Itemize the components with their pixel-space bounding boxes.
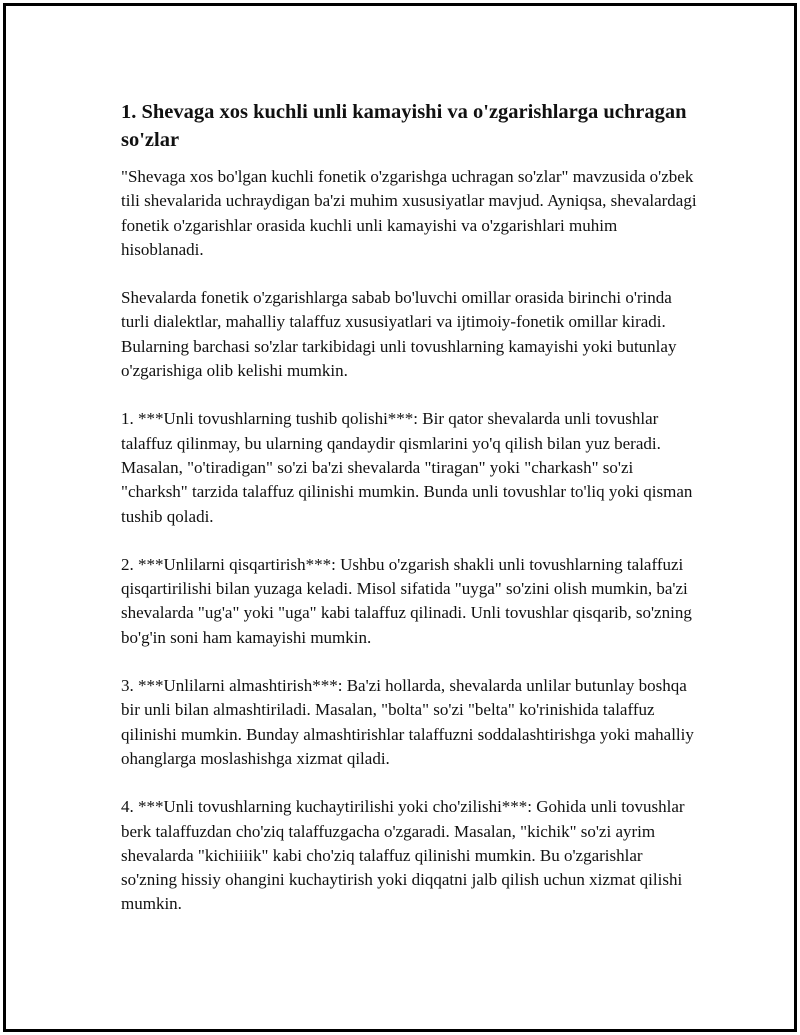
causes-paragraph: Shevalarda fonetik o'zgarishlarga sabab bo'luvchi omillar orasida birinchi o'rinda turli dialektlar, mahalliy talaffuz xususiyatlari va ijtimoiy-fonetik omillar kiradi. Bularning barchasi so'zlar tarkibidagi unli tovushlarning kamayishi yoki butunlay o'zgarishiga olib kelishi mumkin. <box>121 288 677 381</box>
point-3-paragraph: 3. ***Unlilarni almashtirish***: Ba'zi hollarda, shevalarda unlilar butunlay boshqa bir unli bilan almashtiriladi. Masalan, "bolta" so'zi "belta" ko'rinishida talaffuz qilinishi mumkin. Bunday almashtirishlar talaffuzni soddalashtirishga yoki mahalliy ohanglarga moslashishga xizmat qiladi. <box>121 676 694 768</box>
document-body <box>121 98 701 941</box>
intro-paragraph: "Shevaga xos bo'lgan kuchli fonetik o'zgarishga uchragan so'zlar" mavzusida o'zbek tili shevalarida uchraydigan ba'zi muhim xususiyatlar mavjud. Ayniqsa, shevalardagi fonetik o'zgarishlar orasida kuchli unli kamayishi va o'zgarishlari muhim hisoblanadi. <box>121 167 697 259</box>
point-2-paragraph: 2. ***Unlilarni qisqartirish***: Ushbu o'zgarish shakli unli tovushlarning talaffuzi qisqartirilishi bilan yuzaga keladi. Misol sifatida "uyga" so'zini olish mumkin, ba'zi shevalarda "ug'a" yoki "uga" kabi talaffuz qilinadi. Unli tovushlar qisqarib, so'zning bo'g'in soni ham kamayishi mumkin. <box>121 554 692 647</box>
point-1-paragraph: 1. ***Unli tovushlarning tushib qolishi***: Bir qator shevalarda unli tovushlar talaffuz qilinmay, bu ularning qandaydir qismlarini yo'q qilish bilan yuz beradi. Masalan, "o'tiradigan" so'zi ba'zi shevalarda "tiragan" yoki "charkash" so'zi "charksh" tarzida talaffuz qilinishi mumkin. Bunda unli tovushlar to'liq yoki qisman tushib qoladi. <box>121 409 693 526</box>
page-border <box>3 3 797 1032</box>
point-4-paragraph: 4. ***Unli tovushlarning kuchaytirilishi yoki cho'zilishi***: Gohida unli tovushlar berk talaffuzdan cho'ziq talaffuzgacha o'zgaradi. Masalan, "kichik" so'zi ayrim shevalarda "kichiiiik" kabi cho'ziq talaffuz qilinishi mumkin. Bu o'zgarishlar so'zning hissiy ohangini kuchaytirish yoki diqqatni jalb qilish uchun xizmat qilishi mumkin. <box>121 797 685 914</box>
document-title: 1. Shevaga xos kuchli unli kamayishi va o'zgarishlarga uchragan so'zlar <box>121 101 687 151</box>
